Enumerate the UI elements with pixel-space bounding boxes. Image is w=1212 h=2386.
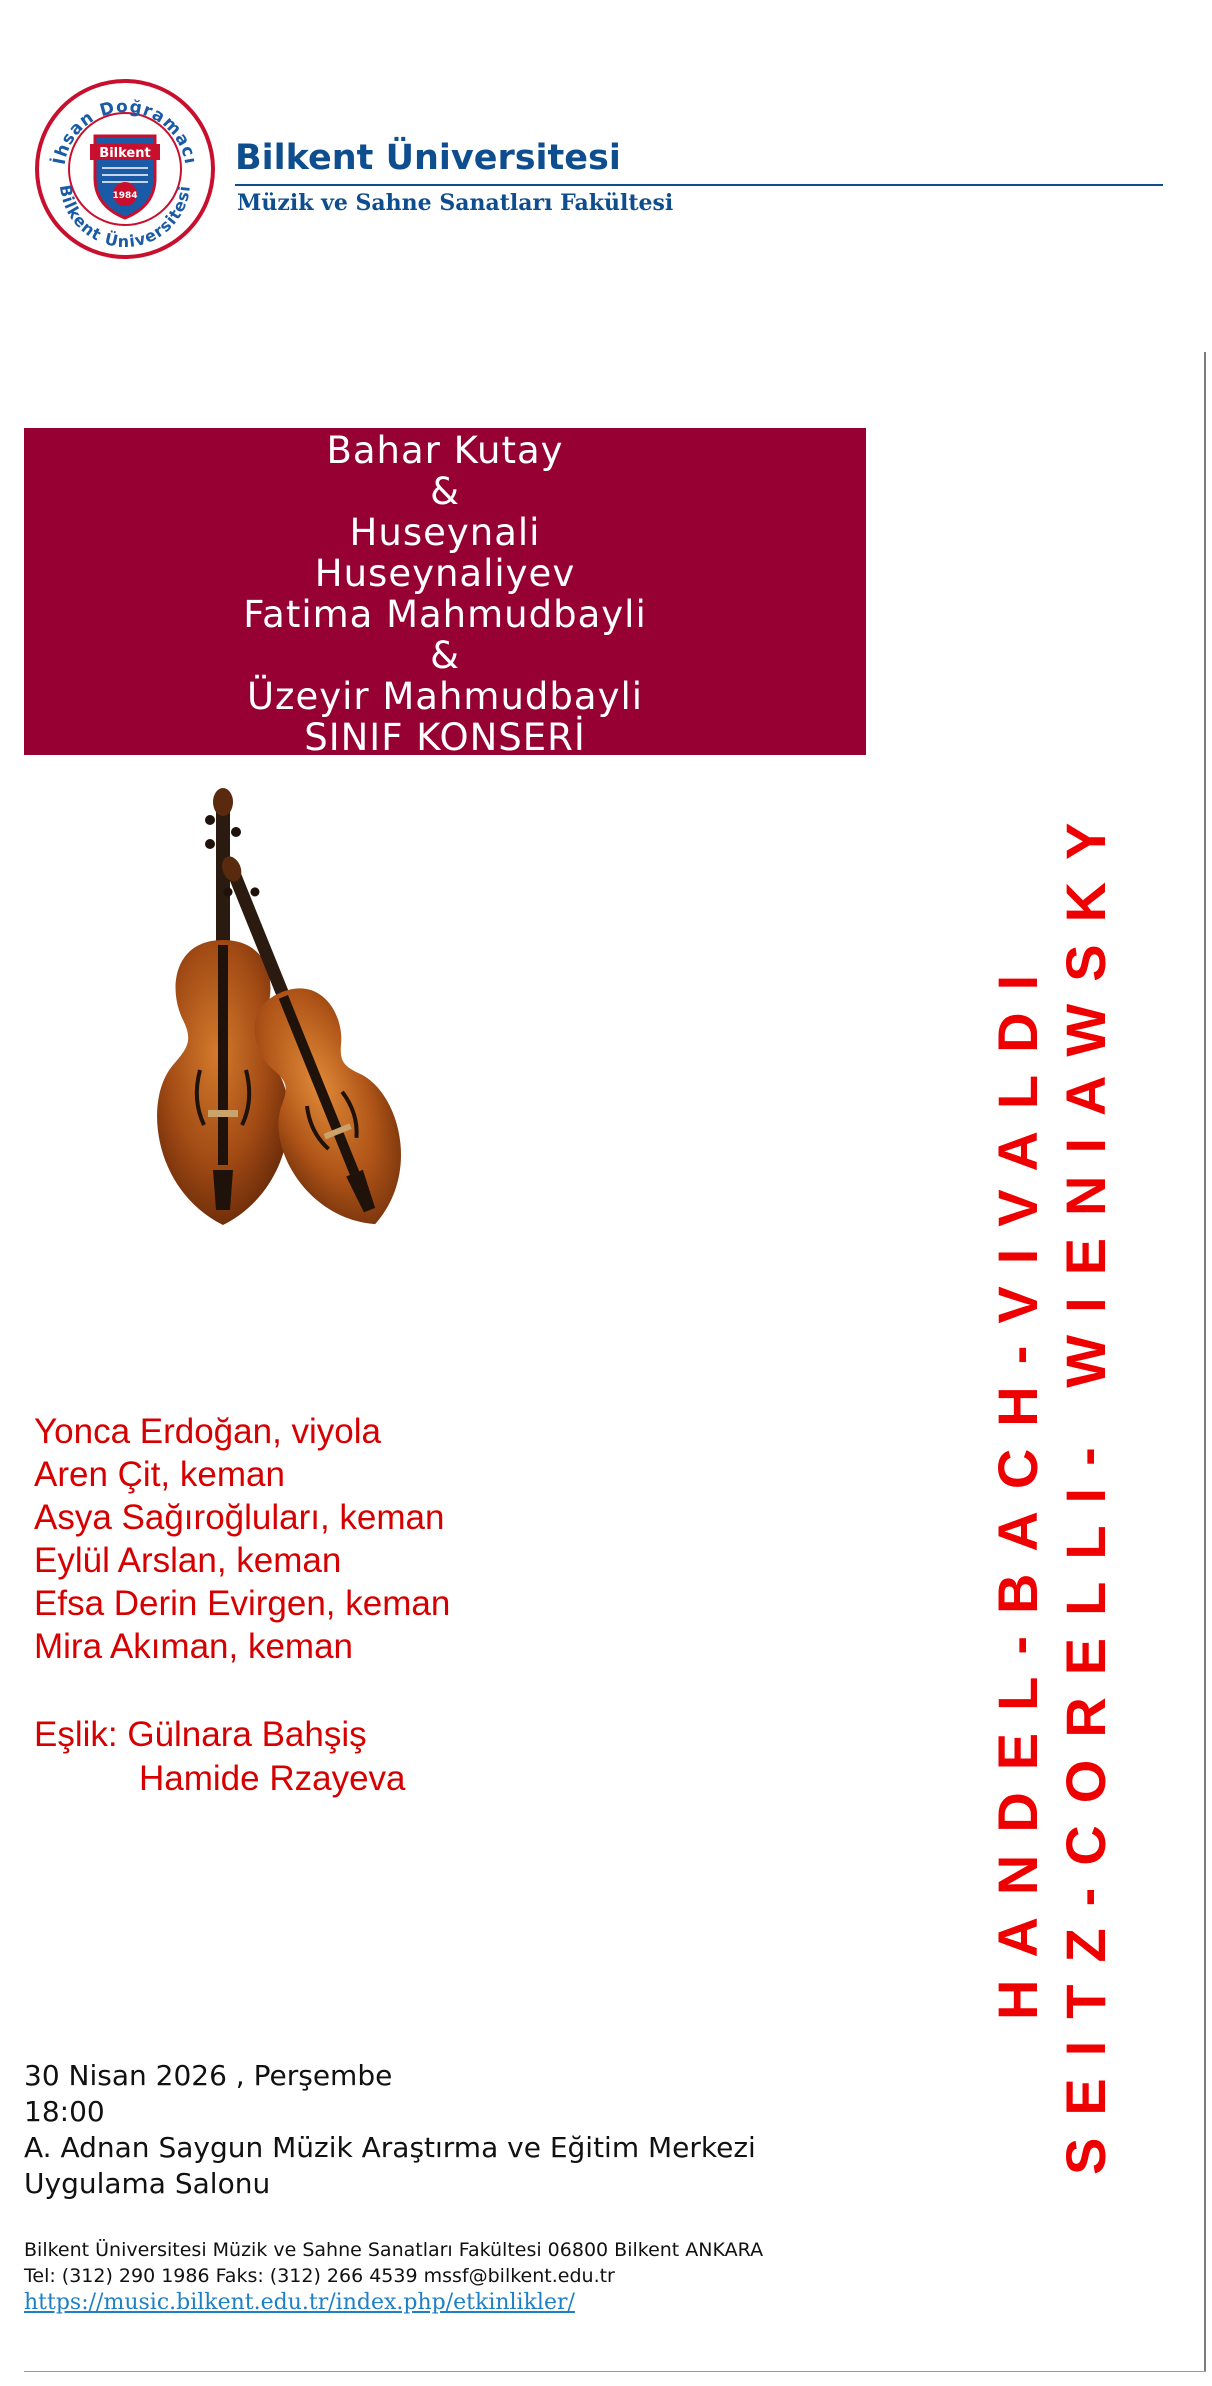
event-details <box>24 2058 756 2202</box>
title-line: & <box>430 634 460 677</box>
footer <box>24 2237 763 2317</box>
title-line: SINIF KONSERİ <box>304 716 586 759</box>
footer-contact: Tel: (312) 290 1986 Faks: (312) 266 4539 mssf@bilkent.edu.tr <box>24 2265 615 2287</box>
accompanist-line-2: Hamide Rzayeva <box>139 1759 406 1798</box>
logo-arc-bottom-text: Bilkent Üniversitesi <box>55 183 194 252</box>
header-divider <box>235 184 1163 186</box>
event-venue: A. Adnan Saygun Müzik Araştırma ve Eğitim Merkezi <box>24 2131 756 2164</box>
right-vertical-rule <box>1204 352 1206 2372</box>
logo-shield-text: Bilkent <box>99 146 151 161</box>
logo-year: 1984 <box>112 191 138 201</box>
title-line: & <box>430 470 460 513</box>
logo-arc-top-text: İhsan Doğramacı <box>49 96 201 167</box>
event-date: 30 Nisan 2026 , Perşembe <box>24 2059 393 2092</box>
title-line: Huseynaliyev <box>314 552 576 595</box>
footer-address: Bilkent Üniversitesi Müzik ve Sahne Sanatları Fakültesi 06800 Bilkent ANKARA <box>24 2239 764 2261</box>
faculty-name: Müzik ve Sahne Sanatları Fakültesi <box>237 190 674 216</box>
composers-line-1: HANDEL-BACH-VIVALDI <box>986 952 1049 2020</box>
title-line: Fatima Mahmudbayli <box>243 593 647 636</box>
performer-entry: Asya Sağıroğluları, keman <box>34 1498 445 1537</box>
accompaniment <box>34 1713 406 1801</box>
title-line: Huseynali <box>349 511 541 554</box>
performer-entry: Mira Akıman, keman <box>34 1627 353 1666</box>
university-name: Bilkent Üniversitesi <box>235 138 621 178</box>
performer-entry: Aren Çit, keman <box>34 1455 285 1494</box>
performer-entry: Yonca Erdoğan, viyola <box>34 1412 382 1451</box>
title-line: Bahar Kutay <box>326 429 564 472</box>
performer-entry: Efsa Derin Evirgen, keman <box>34 1584 451 1623</box>
title-line: Üzeyir Mahmudbayli <box>246 675 644 718</box>
events-link[interactable]: https://music.bilkent.edu.tr/index.php/etkinlikler/ <box>24 2290 575 2315</box>
event-time: 18:00 <box>24 2095 105 2128</box>
concert-title-box <box>24 428 866 759</box>
violin-and-viola-illustration <box>118 780 468 1280</box>
performer-entry: Eylül Arslan, keman <box>34 1541 342 1580</box>
performer-list <box>34 1410 450 1668</box>
university-seal-logo <box>34 78 216 260</box>
bottom-rule <box>24 2371 1206 2372</box>
accompanist-line-1: Eşlik: Gülnara Bahşiş <box>34 1715 367 1754</box>
composers-line-2: SEITZ-CORELLI- WIENIAWSKY <box>1054 800 1117 2175</box>
event-hall: Uygulama Salonu <box>24 2167 271 2200</box>
